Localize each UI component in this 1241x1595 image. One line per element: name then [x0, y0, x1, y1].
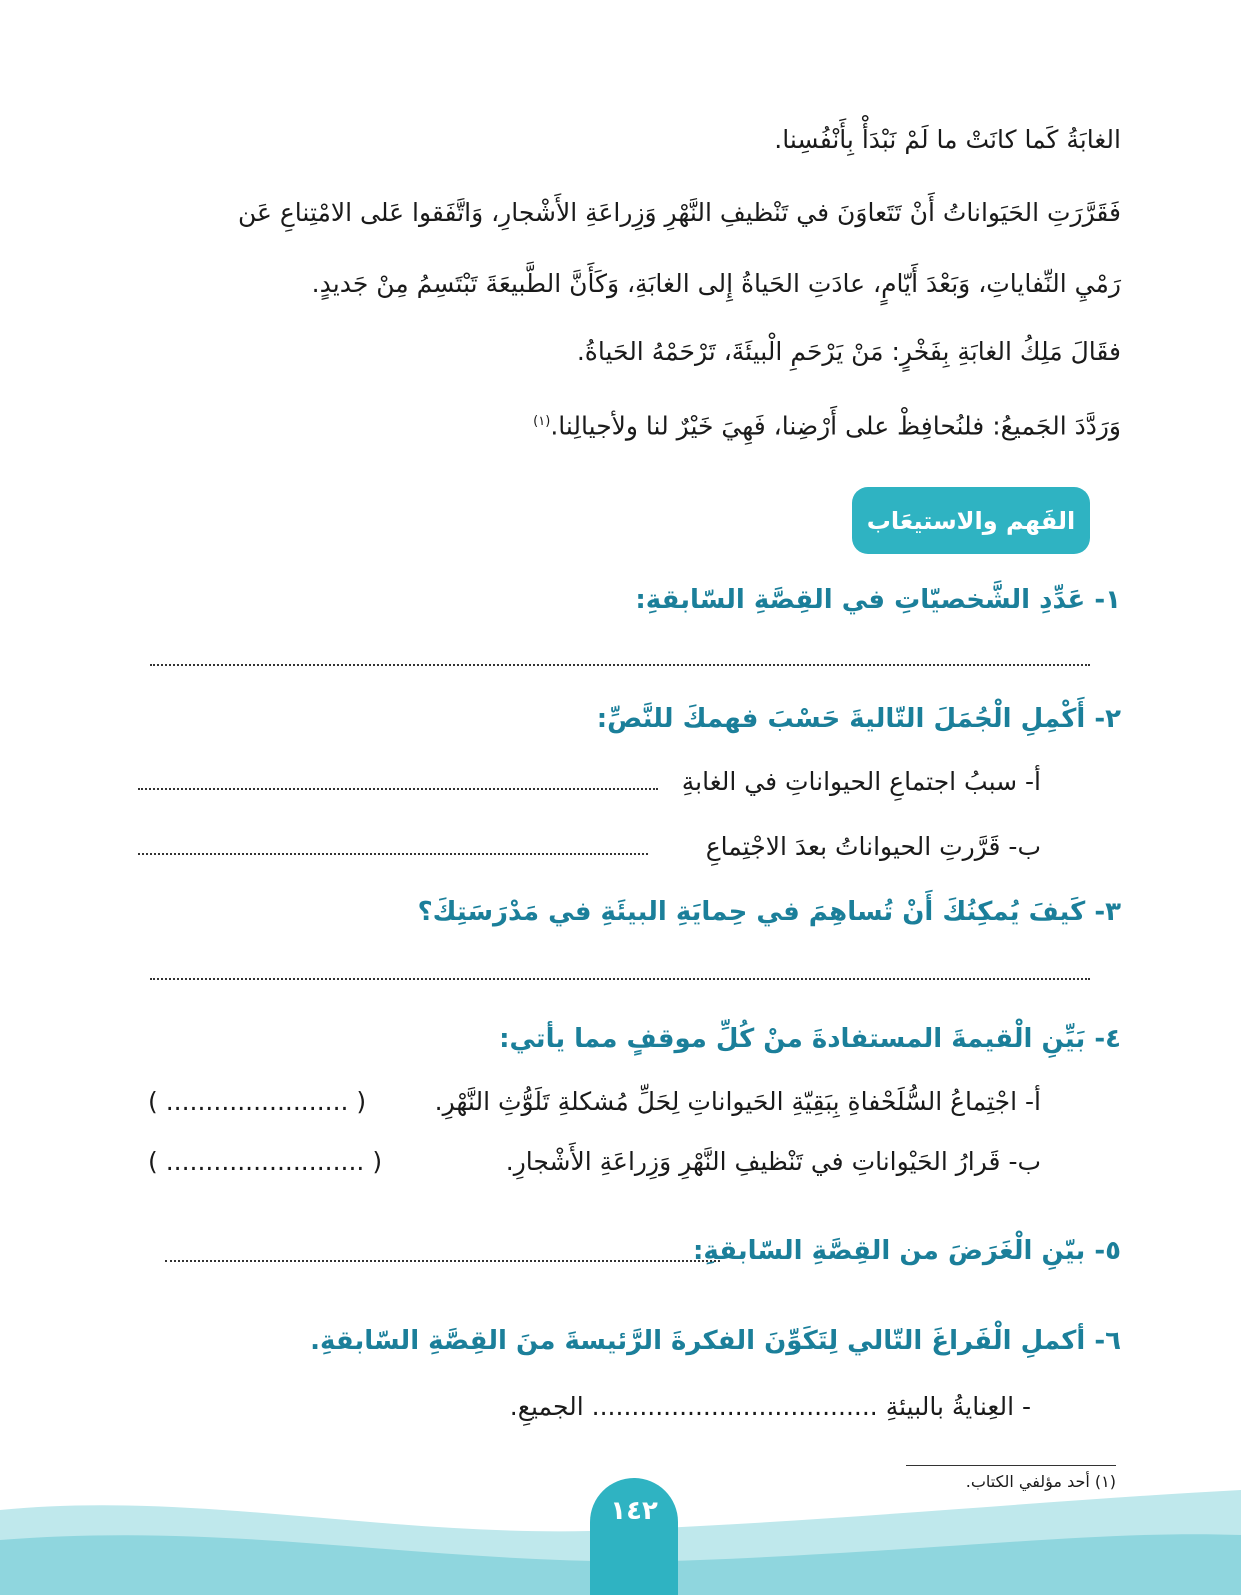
- q6-part-1: - العِنايةُ بالبيئةِ: [885, 1392, 1031, 1421]
- footnote: (١) أحد مؤلفي الكتاب.: [965, 1472, 1116, 1491]
- answer-blank-q4b[interactable]: ( ......................... ): [148, 1147, 383, 1176]
- q6-part-2: الجميعِ.: [509, 1392, 584, 1421]
- question-2: ٢- أَكْمِلِ الْجُمَلَ التّاليةَ حَسْبَ فهمكَ للنَّصِّ:: [596, 704, 1121, 734]
- q6-blank[interactable]: ....................................: [591, 1392, 878, 1421]
- page-number: ١٤٢: [610, 1496, 658, 1526]
- question-2b: ب- قَرَّرتِ الحيواناتُ بعدَ الاجْتِماعِ: [705, 832, 1041, 861]
- answer-line-q5[interactable]: [165, 1260, 720, 1262]
- answer-line-q3[interactable]: [150, 978, 1090, 980]
- section-badge-label: الفَهم والاستيعَاب: [866, 506, 1076, 535]
- footnote-divider: [906, 1465, 1116, 1466]
- question-6-sentence: [510, 1389, 1031, 1425]
- question-5: ٥- بيّنِ الْغَرَضَ من القِصَّةِ السّابقةِ:: [692, 1236, 1121, 1266]
- question-4b: ب- قَرارُ الحَيْواناتِ في تَنْظيفِ النَّهْرِ وَزِراعَةِ الأَشْجارِ.: [505, 1147, 1041, 1176]
- question-4a: أ- اجْتِماعُ السُّلَحْفاةِ بِبَقِيّةِ الحَيواناتِ لِحَلِّ مُشكلةِ تَلَوُّثِ النَّهْرِ.: [434, 1087, 1041, 1116]
- page-number-tab: [590, 1478, 678, 1595]
- story-line-3: رَمْيِ النِّفاياتِ، وَبَعْدَ أَيّامٍ، عادَتِ الحَياةُ إِلى الغابَةِ، وَكَأَنَّ الطَّبيعَةَ تَبْتَسِمُ مِنْ جَديدٍ.: [311, 269, 1121, 298]
- question-4: ٤- بَيِّنِ الْقيمةَ المستفادةَ منْ كُلِّ موقفٍ مما يأتي:: [499, 1024, 1121, 1054]
- question-6: ٦- أكملِ الْفَراغَ التّالي لِتَكَوِّنَ الفكرةَ الرَّئيسةَ منَ القِصَّةِ السّابقةِ.: [310, 1326, 1121, 1356]
- answer-line-q2a[interactable]: [138, 788, 658, 790]
- story-line-4: فقَالَ مَلِكُ الغابَةِ بِفَخْرٍ: مَنْ يَرْحَمِ الْبيئَةَ، تَرْحَمْهُ الحَياةُ.: [576, 337, 1121, 366]
- footnote-marker: (١): [533, 414, 551, 429]
- question-2a: أ- سببُ اجتماعِ الحيواناتِ في الغابةِ: [681, 767, 1041, 796]
- question-3: ٣- كَيفَ يُمكِنُكَ أَنْ تُساهِمَ في حِمايَةِ البيئَةِ في مَدْرَسَتِكَ؟: [417, 897, 1121, 927]
- answer-blank-q4a[interactable]: ( ....................... ): [148, 1087, 367, 1116]
- answer-line-q2b[interactable]: [138, 853, 648, 855]
- story-line-5-text: وَرَدَّدَ الجَميعُ: فلنُحافِظْ على أَرْضِنا، فَهِيَ خَيْرٌ لنا ولأجيالِنا.: [550, 411, 1121, 441]
- story-line-2: فَقَرَّرَتِ الحَيَواناتُ أَنْ تَتَعاوَنَ في تَنْظيفِ النَّهْرِ وَزِراعَةِ الأَشْجارِ، وَاتَّفَقوا عَلى الامْتِناعِ عَن: [238, 198, 1121, 227]
- story-line-5: [533, 404, 1121, 444]
- answer-line-q1[interactable]: [150, 664, 1090, 666]
- question-1: ١- عَدِّدِ الشَّخصيّاتِ في القِصَّةِ السّابقةِ:: [635, 585, 1121, 615]
- story-line-1: الغابَةُ كَما كانَتْ ما لَمْ نَبْدَأْ بِأَنْفُسِنا.: [774, 125, 1121, 154]
- section-badge: [852, 487, 1090, 554]
